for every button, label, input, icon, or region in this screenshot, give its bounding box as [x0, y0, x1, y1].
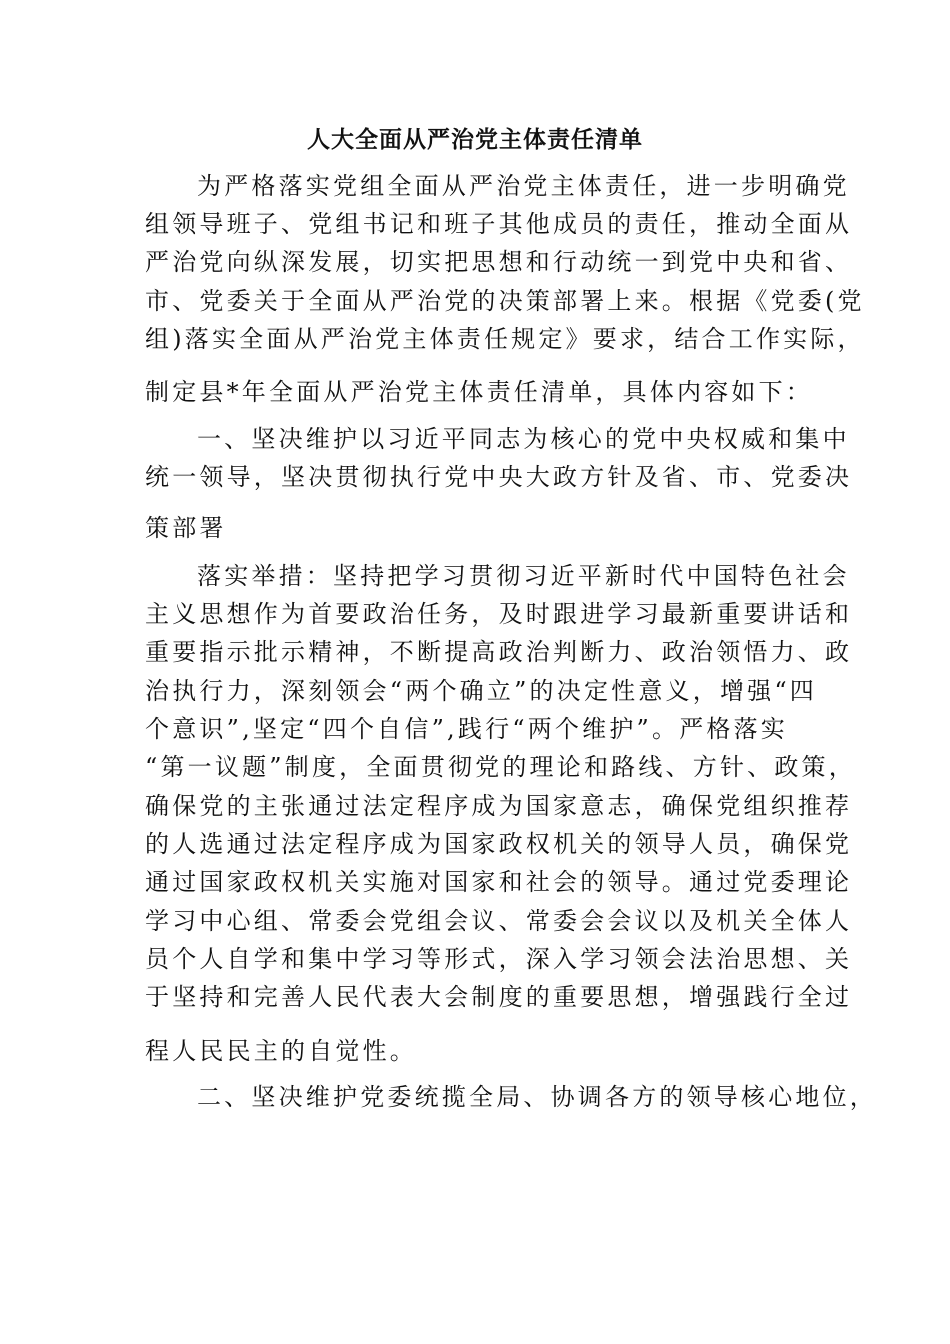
section1-body-line-1: 落实举措：坚持把学习贯彻习近平新时代中国特色社会: [197, 562, 850, 590]
section1-body-line-13: 程人民民主的自觉性。: [145, 1037, 417, 1065]
section1-body-line-8: 的人选通过法定程序成为国家政权机关的领导人员，确保党: [145, 830, 853, 858]
section1-body-line-6: “第一议题”制度，全面贯彻党的理论和路线、方针、政策，: [145, 753, 856, 781]
intro-line-3: 严治党向纵深发展，切实把思想和行动统一到党中央和省、: [145, 248, 853, 276]
section1-body-line-7: 确保党的主张通过法定程序成为国家意志，确保党组织推荐: [145, 792, 853, 820]
section2-heading-line-1: 二、坚决维护党委统揽全局、协调各方的领导核心地位，: [197, 1083, 877, 1111]
section1-body-line-5: 个意识”,坚定“四个自信”,践行“两个维护”。严格落实: [145, 715, 789, 743]
section1-body-line-11: 员个人自学和集中学习等形式，深入学习领会法治思想、关: [145, 945, 853, 973]
section1-body-line-4: 治执行力，深刻领会“两个确立”的决定性意义，增强“四: [145, 677, 818, 705]
section1-body-line-12: 于坚持和完善人民代表大会制度的重要思想，增强践行全过: [145, 983, 853, 1011]
section1-heading-line-2: 统一领导，坚决贯彻执行党中央大政方针及省、市、党委决: [145, 463, 853, 491]
intro-line-5: 组)落实全面从严治党主体责任规定》要求，结合工作实际，: [145, 325, 865, 353]
intro-line-4: 市、党委关于全面从严治党的决策部署上来。根据《党委(党: [145, 287, 865, 315]
intro-line-6: 制定县*年全面从严治党主体责任清单，具体内容如下：: [145, 378, 813, 406]
section1-body-line-2: 主义思想作为首要政治任务，及时跟进学习最新重要讲话和: [145, 600, 853, 628]
section1-body-line-10: 学习中心组、常委会党组会议、常委会会议以及机关全体人: [145, 907, 853, 935]
section1-heading-line-3: 策部署: [145, 514, 227, 542]
document-title: 人大全面从严治党主体责任清单: [307, 127, 643, 153]
section1-body-line-3: 重要指示批示精神，不断提高政治判断力、政治领悟力、政: [145, 638, 853, 666]
section1-body-line-9: 通过国家政权机关实施对国家和社会的领导。通过党委理论: [145, 868, 853, 896]
section1-heading-line-1: 一、坚决维护以习近平同志为核心的党中央权威和集中: [197, 425, 850, 453]
intro-line-2: 组领导班子、党组书记和班子其他成员的责任，推动全面从: [145, 210, 853, 238]
intro-line-1: 为严格落实党组全面从严治党主体责任，进一步明确党: [197, 172, 850, 200]
